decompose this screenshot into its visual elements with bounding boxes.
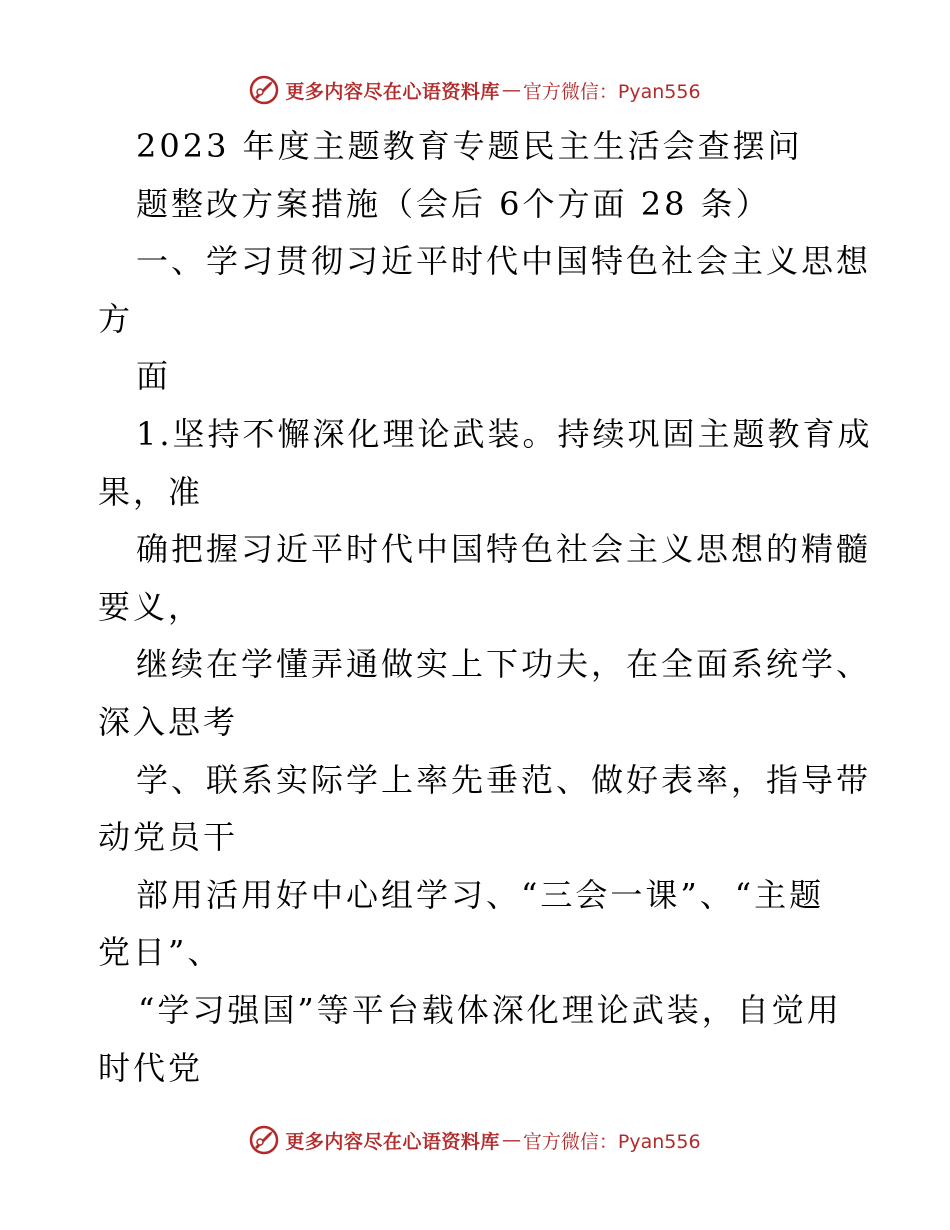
section-heading-line-1: 一、学习贯彻习近平时代中国特色社会主义思想 (136, 242, 872, 281)
banner-wechat: 官方微信：Pyan556 (522, 80, 701, 103)
paragraph-line-3: 确把握习近平时代中国特色社会主义思想的精髓 (136, 530, 872, 569)
title-line-1: 2023 年度主题教育专题民主生活会查摆问 (136, 127, 803, 165)
paragraph-line-2: 果，准 (98, 472, 204, 511)
quill-logo-icon (249, 1125, 279, 1155)
paragraph-line-8: 动党员干 (98, 818, 239, 857)
paragraph-line-11: “学习强国”等平台载体深化理论武装，自觉用 (138, 990, 842, 1029)
banner-dash: — (501, 79, 521, 101)
banner-wechat: 官方微信：Pyan556 (522, 1130, 701, 1153)
quill-logo-icon (249, 75, 279, 105)
section-heading-line-3: 面 (136, 357, 172, 396)
banner-title: 更多内容尽在心语资料库 (285, 1130, 500, 1153)
paragraph-line-7: 学、联系实际学上率先垂范、做好表率，指导带 (136, 760, 872, 799)
paragraph-line-1: 1.坚持不懈深化理论武装。持续巩固主题教育成 (136, 414, 873, 453)
paragraph-line-10: 党日”、 (98, 933, 223, 972)
footer-watermark-banner (0, 1120, 950, 1160)
banner-title: 更多内容尽在心语资料库 (285, 80, 500, 103)
header-watermark-banner (0, 70, 950, 110)
section-heading-line-2: 方 (98, 299, 134, 338)
banner-dash: — (501, 1129, 521, 1151)
paragraph-line-6: 深入思考 (98, 702, 239, 741)
document-body (98, 118, 873, 1097)
paragraph-line-4: 要义， (98, 587, 204, 626)
paragraph-line-5: 继续在学懂弄通做实上下功夫，在全面系统学、 (136, 645, 872, 684)
title-line-2: 题整改方案措施（会后 6个方面 28 条） (136, 184, 771, 223)
paragraph-line-12: 时代党 (98, 1048, 204, 1087)
paragraph-line-9: 部用活用好中心组学习、“三会一课”、“主题 (136, 875, 825, 914)
